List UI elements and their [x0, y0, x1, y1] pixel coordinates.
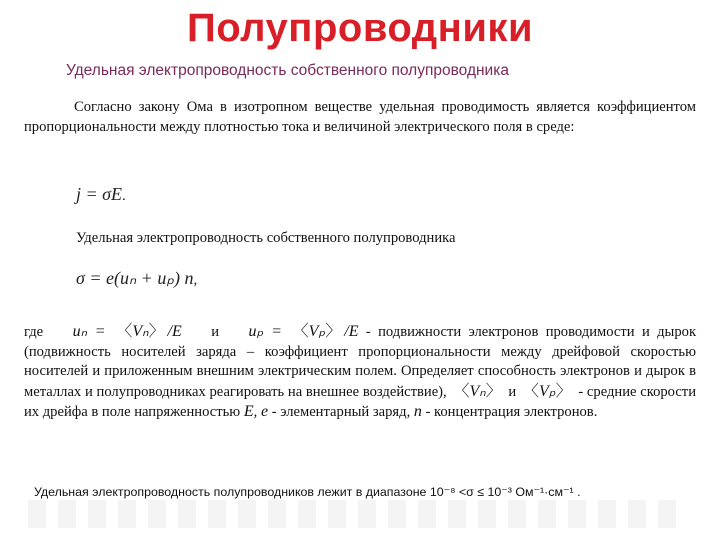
vp2-term: 〈 Vₚ 〉 [520, 382, 575, 402]
explain-and2: и [508, 383, 517, 400]
sigma-formula-text: σ = e(uₙ + uₚ) n [76, 268, 194, 288]
explain-and: и [211, 324, 220, 340]
field-E: E [243, 403, 254, 420]
slide-subtitle: Удельная электропроводность собственного полупроводника [66, 62, 509, 79]
ohm-formula-punct: . [122, 188, 126, 204]
up-label: uₚ = [248, 323, 282, 340]
explain-text3: - элементарный заряд, [268, 404, 411, 420]
background-texture [28, 500, 678, 528]
intro-paragraph: Согласно закону Ома в изотропном веществе удельная проводимость является коэффициентом пропорциональности между плотностью тока и величиной электрического поля в среде: [24, 99, 696, 135]
vp-term: 〈 Vₚ 〉 [290, 322, 345, 342]
sigma-formula-punct: , [193, 272, 198, 288]
ohm-formula-text: j = σE [76, 184, 123, 204]
un-tail: /E [167, 323, 182, 340]
up-tail: /E [344, 323, 359, 340]
slide-title: Полупроводники [186, 6, 534, 50]
vn2-term: 〈 Vₙ 〉 [450, 382, 504, 402]
explain-text1: - подвижности электронов проводимости и дырок (подвижность носителей заряда – коэффициент пропорциональности между дрейфовой скоростью носителей и приложенным внешним электрическим полем. Определяет способность электронов и дырок в металлах и полупроводниках реагировать на внешнее воздействие), [24, 324, 697, 400]
explain-text4: - концентрация электронов. [421, 404, 598, 420]
concentration-n: n [413, 403, 422, 420]
conductivity-range-note: Удельная электропроводность полупроводников лежит в диапазоне 10⁻⁸ <σ ≤ 10⁻³ Ом⁻¹·см⁻¹ . [34, 485, 581, 499]
charge-e: e [260, 403, 269, 420]
explain-prefix: где [24, 324, 44, 340]
mid-heading: Удельная электропроводность собственного полупроводника [76, 230, 456, 246]
ohm-formula [76, 184, 126, 205]
sigma-formula [76, 268, 197, 289]
explain-comma: , [253, 404, 258, 420]
up-formula [249, 323, 359, 340]
un-formula [73, 323, 182, 340]
explanation-paragraph [24, 322, 696, 423]
un-label: uₙ = [72, 323, 106, 340]
explain-text2: - средние скорости их дрейфа в поле напряженностью [24, 383, 696, 420]
vn-term: 〈 Vₙ 〉 [113, 322, 167, 342]
